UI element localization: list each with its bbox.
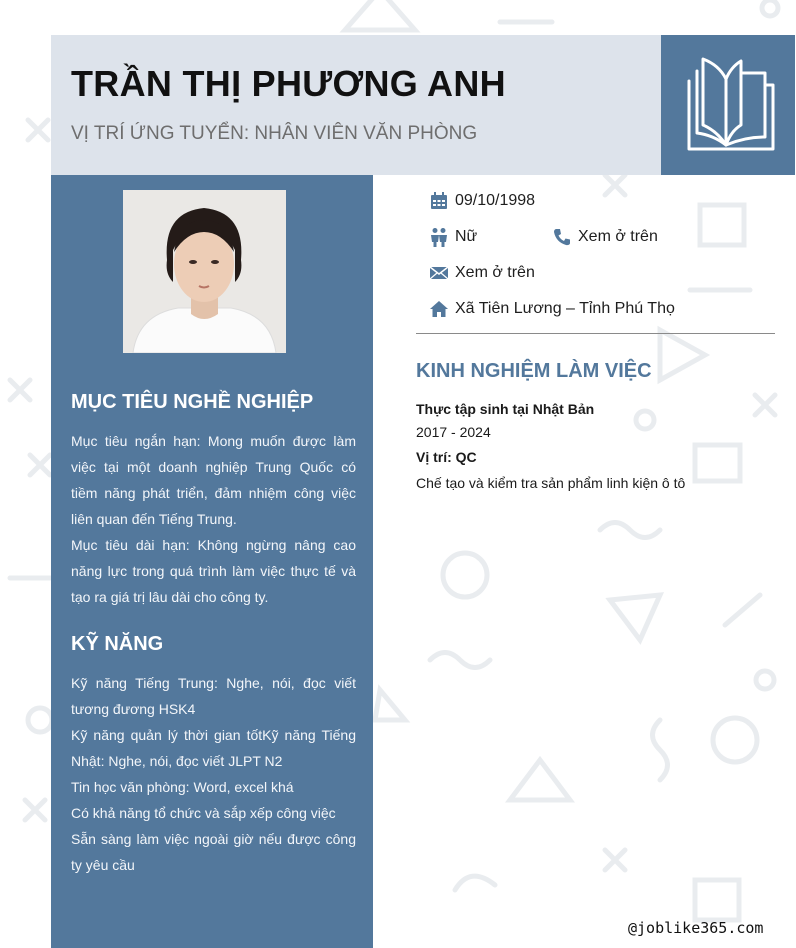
skills-title: KỸ NĂNG [71,633,164,655]
candidate-name: TRẦN THỊ PHƯƠNG ANH [71,63,506,104]
header-icon-box [661,35,795,175]
watermark-text: @joblike365.com [628,919,764,937]
short-term-objective: Mục tiêu ngắn hạn: Mong muốn được làm việc tại một doanh nghiệp Trung Quốc có tiềm năng phát triển, đảm nhiệm công việc liên quan đến Tiếng Trung. [71,433,356,527]
experience-description: Chế tạo và kiểm tra sản phẩm linh kiện ô tô [416,475,686,491]
skill-item: Kỹ năng Tiếng Trung: Nghe, nói, đọc viết tương đương HSK4 [71,675,356,717]
experience-period: 2017 - 2024 [416,424,491,440]
home-icon [429,299,449,319]
left-sidebar [51,175,373,948]
phone-icon [552,227,572,247]
long-term-objective: Mục tiêu dài hạn: Không ngừng nâng cao năng lực trong quá trình làm việc thực tế và tạo ra giá trị lâu dài cho công ty. [71,537,356,605]
birthdate-row [429,191,535,211]
profile-photo [123,190,286,353]
phone-row [552,227,658,247]
applied-position: VỊ TRÍ ỨNG TUYỂN: NHÂN VIÊN VĂN PHÒNG [71,123,478,144]
career-objective-text [71,428,356,610]
skills-list [71,670,356,878]
cv-header [51,35,661,175]
gender-row [429,227,477,247]
skill-item: Kỹ năng quản lý thời gian tốtKỹ năng Tiếng Nhật: Nghe, nói, đọc viết JLPT N2 [71,727,356,769]
contact-divider [416,333,775,334]
email-row [429,263,535,283]
skill-item: Sẵn sàng làm việc ngoài giờ nếu được công ty yêu cầu [71,831,356,873]
gender-icon [429,227,449,247]
address-value: Xã Tiên Lương – Tỉnh Phú Thọ [455,300,675,317]
open-book-icon [681,57,775,153]
phone-value: Xem ở trên [578,228,658,245]
experience-role: Vị trí: QC [416,449,477,465]
birthdate-value: 09/10/1998 [455,192,536,209]
skill-item: Có khả năng tổ chức và sắp xếp công việc [71,805,336,821]
envelope-icon [429,263,449,283]
experience-job-title: Thực tập sinh tại Nhật Bản [416,401,595,417]
career-objective-title: MỤC TIÊU NGHỀ NGHIỆP [71,391,314,413]
address-row [429,299,675,319]
work-experience-title: KINH NGHIỆM LÀM VIỆC [416,360,652,382]
calendar-icon [429,191,449,211]
gender-value: Nữ [455,228,478,245]
email-value: Xem ở trên [455,264,535,281]
skill-item: Tin học văn phòng: Word, excel khá [71,779,294,795]
